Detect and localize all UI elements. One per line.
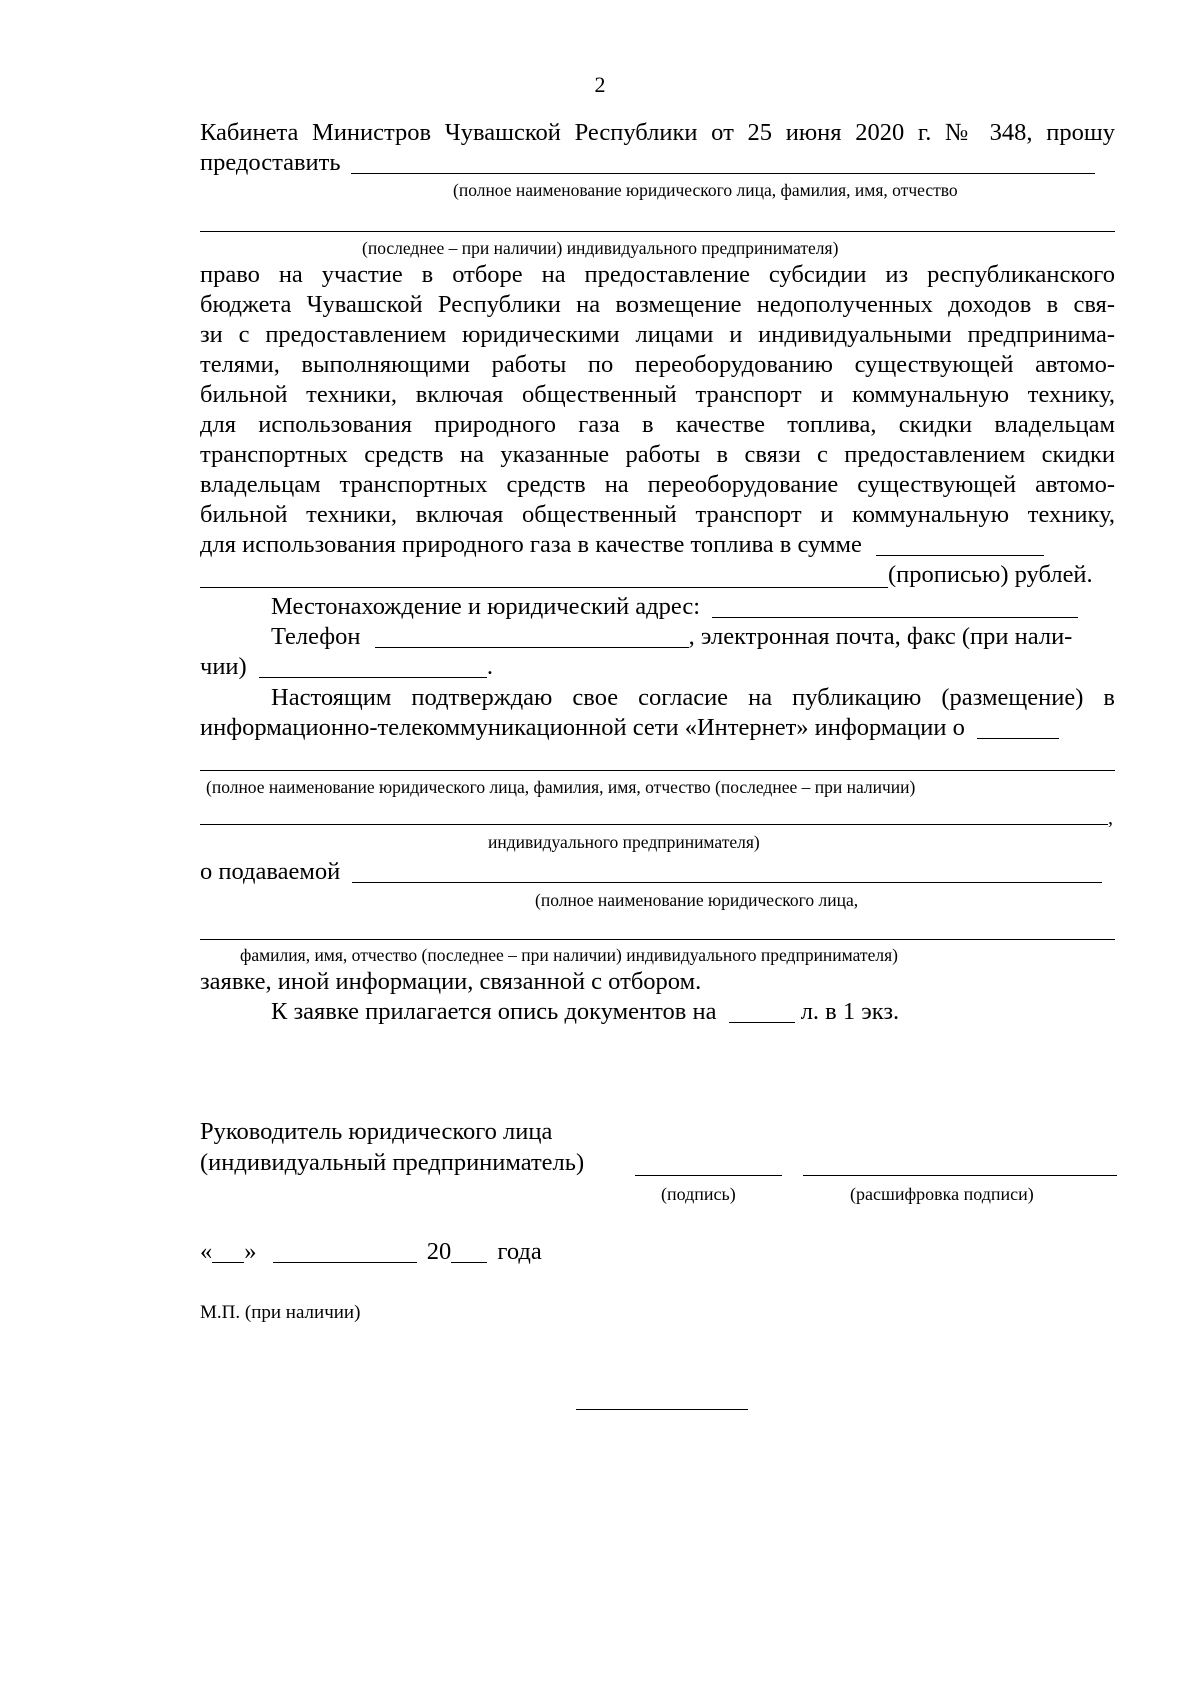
contacts-label: , электронная почта, факс (при нали- — [688, 623, 1073, 650]
submitted-line — [200, 857, 1115, 887]
address-field[interactable] — [712, 595, 1078, 618]
date-year-suffix: года — [497, 1238, 542, 1265]
fax-field[interactable] — [259, 655, 487, 678]
submitted-caption-1: (полное наименование юридического лица, — [535, 890, 859, 910]
consent-comma: , — [1108, 807, 1113, 829]
attachment-line — [271, 997, 1115, 1027]
submitted-label: о подаваемой — [200, 858, 341, 885]
consent-subject-field[interactable] — [977, 716, 1059, 739]
phone-line — [271, 622, 1115, 652]
signature-decode-field[interactable] — [803, 1175, 1117, 1176]
consent-caption-2: индивидуального предпринимателя) — [488, 832, 760, 852]
attachment-suffix: л. в 1 экз. — [800, 998, 900, 1025]
fax-label: чии) — [200, 653, 247, 680]
signature-caption: (подпись) — [661, 1184, 736, 1204]
date-close-quote: » — [244, 1238, 257, 1265]
submitted-name-field-2[interactable] — [200, 939, 1115, 940]
signature-role-line-2: (индивидуальный предприниматель) — [200, 1149, 585, 1176]
date-year-prefix: 20 — [426, 1238, 452, 1265]
phone-label: Телефон — [271, 623, 361, 650]
consent-subject-field-3[interactable] — [200, 824, 1108, 825]
body-line: телями, выполняющими работы по переоборудованию существующей автомо- — [200, 351, 1115, 378]
date-month-field[interactable] — [273, 1240, 417, 1263]
recipient-name-field[interactable] — [351, 151, 1095, 174]
body-line: для использования природного газа в качестве топлива, скидки владельцам — [200, 411, 1115, 438]
intro-line-2 — [200, 148, 1115, 178]
date-year-field[interactable] — [451, 1240, 487, 1263]
body-line: владельцам транспортных средств на переоборудование существующей автомо- — [200, 471, 1115, 498]
address-label: Местонахождение и юридический адрес: — [271, 593, 701, 620]
recipient-caption-2: (последнее – при наличии) индивидуального предпринимателя) — [362, 238, 839, 258]
intro-provide-label: предоставить — [200, 149, 341, 176]
consent-line-1: Настоящим подтверждаю свое согласие на публикацию (размещение) в — [271, 684, 1115, 711]
consent-caption-1: (полное наименование юридического лица, фамилия, имя, отчество (последнее – при наличии) — [206, 777, 916, 797]
recipient-caption-1: (полное наименование юридического лица, фамилия, имя, отчество — [453, 180, 958, 200]
application-line: заявке, иной информации, связанной с отбором. — [200, 968, 702, 995]
page-number: 2 — [594, 72, 606, 97]
signature-role-line-1: Руководитель юридического лица — [200, 1118, 553, 1145]
sum-line — [200, 530, 1115, 560]
submitted-caption-2: фамилия, имя, отчество (последнее – при наличии) индивидуального предпринимателя) — [240, 945, 898, 965]
body-line: право на участие в отборе на предоставление субсидии из республиканского — [200, 261, 1115, 288]
consent-label: информационно-телекоммуникационной сети «Интернет» информации о — [200, 714, 965, 741]
fax-line: чии) . — [200, 653, 493, 680]
sum-words-label: (прописью) рублей. — [888, 561, 1093, 588]
sum-label: для использования природного газа в качестве топлива в сумме — [200, 531, 862, 558]
date-open-quote: « — [200, 1238, 213, 1265]
recipient-name-field-2[interactable] — [200, 231, 1115, 232]
intro-line-1: Кабинета Министров Чувашской Республики от 25 июня 2020 г. № 348, прошу — [200, 119, 1115, 146]
consent-line-2 — [200, 713, 1115, 743]
signature-field[interactable] — [635, 1175, 782, 1176]
signature-decode-caption: (расшифровка подписи) — [850, 1184, 1034, 1204]
sum-words-field[interactable] — [200, 587, 888, 588]
body-line: бильной техники, включая общественный транспорт и коммунальную технику, — [200, 501, 1115, 528]
body-line: зи с предоставлением юридическими лицами и индивидуальными предпринима- — [200, 321, 1115, 348]
sum-field[interactable] — [876, 533, 1044, 556]
consent-subject-field-2[interactable] — [200, 770, 1115, 771]
closing-divider — [576, 1409, 748, 1410]
stamp-label: М.П. (при наличии) — [200, 1302, 361, 1323]
date-line — [200, 1237, 1115, 1267]
attachment-pages-field[interactable] — [729, 1000, 795, 1023]
address-line — [271, 592, 1115, 622]
phone-field[interactable] — [375, 625, 689, 648]
body-line: транспортных средств на указанные работы в связи с предоставлением скидки — [200, 441, 1115, 468]
body-line: бюджета Чувашской Республики на возмещение недополученных доходов в свя- — [200, 291, 1115, 318]
body-line: бильной техники, включая общественный транспорт и коммунальную технику, — [200, 381, 1115, 408]
date-day-field[interactable] — [212, 1240, 244, 1263]
submitted-name-field[interactable] — [352, 860, 1102, 883]
attachment-prefix: К заявке прилагается опись документов на — [271, 998, 717, 1025]
